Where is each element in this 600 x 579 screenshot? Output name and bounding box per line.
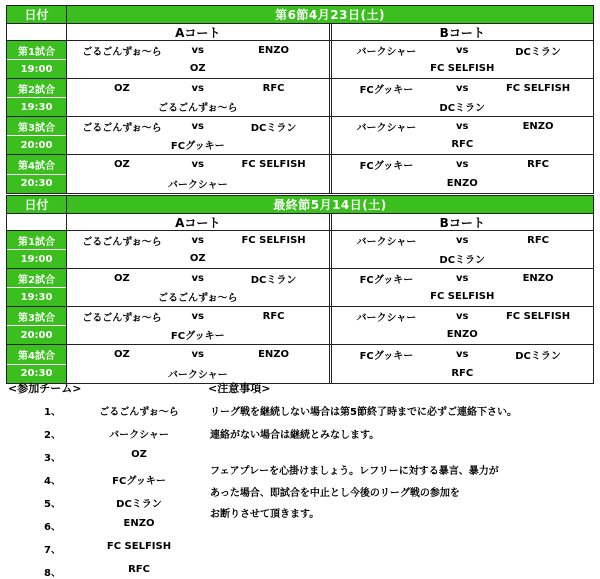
away-team: ENZO <box>522 272 554 284</box>
team-name: ごるごんずぉ～ら <box>99 407 179 418</box>
referee-team: FC SELFISH <box>430 291 495 303</box>
home-team: FCグッキー <box>359 274 414 286</box>
home-team: FCグッキー <box>359 161 414 172</box>
away-team: FC SELFISH <box>505 82 571 94</box>
matchup <box>67 79 329 98</box>
matchup <box>332 269 594 288</box>
team-list-item <box>44 495 204 509</box>
match-time: 19:00 <box>20 63 53 75</box>
home-team: FCグッキー <box>359 84 414 96</box>
vs-label: vs <box>456 44 469 56</box>
home-team: ごるごんずぉ～ら <box>82 312 162 324</box>
vs-label: vs <box>456 120 469 132</box>
match-number: 第4試合 <box>7 345 66 365</box>
court-b-match <box>332 345 594 383</box>
court-a-match <box>67 269 332 306</box>
home-team: ごるごんずぉ～ら <box>82 46 162 58</box>
match-row <box>7 155 593 193</box>
vs-label: vs <box>191 272 204 284</box>
team-number: 2、 <box>44 430 61 441</box>
court-a-match <box>67 307 332 344</box>
court-a-match <box>67 117 332 154</box>
away-team: DCミラン <box>515 351 561 362</box>
vs-label: vs <box>191 82 204 94</box>
match-time: 20:30 <box>20 368 53 380</box>
team-list-item <box>44 518 204 532</box>
away-team: RFC <box>262 310 285 322</box>
away-team: FC SELFISH <box>505 310 571 322</box>
matchup <box>332 117 594 136</box>
away-team: FC SELFISH <box>241 159 306 170</box>
teams-title: <参加チーム> <box>8 382 82 395</box>
matchup <box>67 269 329 288</box>
team-list-item <box>44 426 204 440</box>
match-rows <box>7 231 593 383</box>
match-number: 第3試合 <box>7 117 66 136</box>
matchup <box>67 345 329 364</box>
team-number: 6、 <box>44 522 61 533</box>
match-info <box>7 41 67 78</box>
match-rows <box>7 41 593 193</box>
court-b-label: Bコート <box>439 25 485 40</box>
vs-label: vs <box>456 159 469 170</box>
match-info <box>7 117 67 154</box>
home-team: OZ <box>114 159 130 170</box>
match-number: 第3試合 <box>7 307 66 326</box>
note-line: リーグ戦を継続しない場合は第5節終了時までに必ずご連絡下さい。 <box>210 407 517 418</box>
court-header <box>7 214 593 231</box>
match-number: 第1試合 <box>7 231 66 250</box>
team-name: OZ <box>131 449 147 460</box>
matchup <box>67 117 329 136</box>
court-a-label: Aコート <box>67 24 332 40</box>
team-number: 7、 <box>44 545 61 556</box>
match-info <box>7 269 67 306</box>
court-b-match <box>332 269 594 306</box>
match-row <box>7 117 593 155</box>
court-b-label: Bコート <box>439 215 485 230</box>
team-name: バークシャー <box>109 430 169 441</box>
vs-label: vs <box>456 234 469 246</box>
match-row <box>7 79 593 117</box>
match-row <box>7 231 593 269</box>
court-b-match <box>332 117 594 154</box>
team-number: 8、 <box>44 568 61 579</box>
home-team: ごるごんずぉ～ら <box>82 236 162 248</box>
round-title: 最終節5月14日(土) <box>273 198 387 212</box>
vs-label: vs <box>191 310 204 322</box>
match-time: 20:30 <box>20 178 53 190</box>
date-label: 日付 <box>7 6 67 23</box>
match-row <box>7 41 593 79</box>
away-team: ENZO <box>258 44 290 56</box>
vs-label: vs <box>456 310 469 322</box>
home-team: バークシャー <box>356 46 417 58</box>
court-b-match <box>332 155 594 193</box>
home-team: ごるごんずぉ～ら <box>82 122 162 134</box>
match-time: 19:00 <box>20 253 53 265</box>
matchup <box>332 345 594 364</box>
court-b-match <box>332 41 594 78</box>
court-a-match <box>67 231 332 268</box>
team-name: ENZO <box>123 518 155 529</box>
match-time: 20:00 <box>20 139 53 151</box>
home-team: OZ <box>114 349 130 360</box>
note-line: 連絡がない場合は継続とみなします。 <box>210 430 380 441</box>
home-team: バークシャー <box>356 122 417 134</box>
court-b-match <box>332 79 594 116</box>
vs-label: vs <box>456 349 469 360</box>
schedule-header <box>7 196 593 214</box>
note-line: あった場合、即試合を中止とし今後のリーグ戦の参加を <box>210 488 460 499</box>
away-team: RFC <box>527 159 549 170</box>
referee-team: ENZO <box>446 329 478 341</box>
team-number: 4、 <box>44 476 61 487</box>
match-time: 19:30 <box>20 291 53 303</box>
home-team: バークシャー <box>356 236 417 248</box>
referee-team: ごるごんずぉ～ら <box>158 103 238 115</box>
away-team: ENZO <box>258 349 290 360</box>
matchup <box>67 307 329 326</box>
team-name: FCグッキー <box>112 476 166 487</box>
team-number: 1、 <box>44 407 61 418</box>
match-info <box>7 231 67 268</box>
team-list-item <box>44 541 204 555</box>
matchup <box>67 231 329 250</box>
schedule-table-final-round <box>6 195 594 384</box>
away-team: RFC <box>527 234 549 246</box>
match-number: 第2試合 <box>7 269 66 288</box>
court-b-match <box>332 307 594 344</box>
match-time: 19:30 <box>20 101 53 113</box>
home-team: FCグッキー <box>359 351 414 362</box>
matchup <box>332 41 594 60</box>
referee-team: OZ <box>189 63 206 75</box>
match-row <box>7 345 593 383</box>
referee-team: OZ <box>189 253 206 265</box>
referee-team: RFC <box>451 368 474 379</box>
team-list-item <box>44 564 204 578</box>
matchup <box>67 155 329 174</box>
team-list-item <box>44 449 204 463</box>
away-team: DCミラン <box>515 46 561 58</box>
referee-team: ENZO <box>446 178 478 189</box>
vs-label: vs <box>191 120 204 132</box>
round-title: 第6節4月23日(土) <box>275 8 385 22</box>
referee-team: FCグッキー <box>170 331 225 343</box>
away-team: RFC <box>262 82 285 94</box>
date-label: 日付 <box>7 196 67 213</box>
schedule-header <box>7 6 593 24</box>
vs-label: vs <box>456 82 469 94</box>
court-a-match <box>67 41 332 78</box>
match-row <box>7 307 593 345</box>
vs-label: vs <box>191 349 204 360</box>
match-info <box>7 345 67 383</box>
court-b-match <box>332 231 594 268</box>
note-line: フェアプレーを心掛けましょう。レフリーに対する暴言、暴力が <box>210 466 499 477</box>
matchup <box>332 231 594 250</box>
referee-team: RFC <box>451 139 474 151</box>
schedule-table-round-6 <box>6 5 594 194</box>
court-a-label: Aコート <box>67 214 332 230</box>
matchup <box>67 41 329 60</box>
team-number: 5、 <box>44 499 61 510</box>
referee-team: DCミラン <box>439 103 486 115</box>
home-team: バークシャー <box>356 312 417 324</box>
notes-title: <注意事項> <box>208 382 271 395</box>
referee-team: ごるごんずぉ～ら <box>158 293 238 305</box>
court-a-match <box>67 79 332 116</box>
vs-label: vs <box>191 44 204 56</box>
team-name: FC SELFISH <box>106 541 172 552</box>
court-a-match <box>67 155 332 193</box>
note-line: お断りさせて頂きます。 <box>210 509 320 520</box>
home-team: OZ <box>114 272 130 284</box>
vs-label: vs <box>191 234 204 246</box>
court-header <box>7 24 593 41</box>
court-a-match <box>67 345 332 383</box>
referee-team: FCグッキー <box>170 141 225 153</box>
vs-label: vs <box>456 272 469 284</box>
match-info <box>7 155 67 193</box>
referee-team: FC SELFISH <box>430 63 495 75</box>
team-list-item <box>44 403 204 417</box>
match-row <box>7 269 593 307</box>
match-time: 20:00 <box>20 329 53 341</box>
match-info <box>7 79 67 116</box>
match-number: 第1試合 <box>7 41 66 60</box>
matchup <box>332 79 594 98</box>
team-list-item <box>44 472 204 486</box>
away-team: ENZO <box>522 120 554 132</box>
referee-team: DCミラン <box>439 255 486 267</box>
away-team: FC SELFISH <box>241 234 306 246</box>
matchup <box>332 155 594 174</box>
away-team: DCミラン <box>250 122 297 134</box>
match-info <box>7 307 67 344</box>
home-team: OZ <box>114 82 130 94</box>
match-number: 第4試合 <box>7 155 66 175</box>
away-team: DCミラン <box>250 274 297 286</box>
vs-label: vs <box>191 159 204 170</box>
match-number: 第2試合 <box>7 79 66 98</box>
team-name: RFC <box>128 564 150 575</box>
team-number: 3、 <box>44 453 61 464</box>
team-name: DCミラン <box>116 499 162 510</box>
matchup <box>332 307 594 326</box>
referee-team: バークシャー <box>167 370 228 381</box>
referee-team: バークシャー <box>167 180 228 191</box>
